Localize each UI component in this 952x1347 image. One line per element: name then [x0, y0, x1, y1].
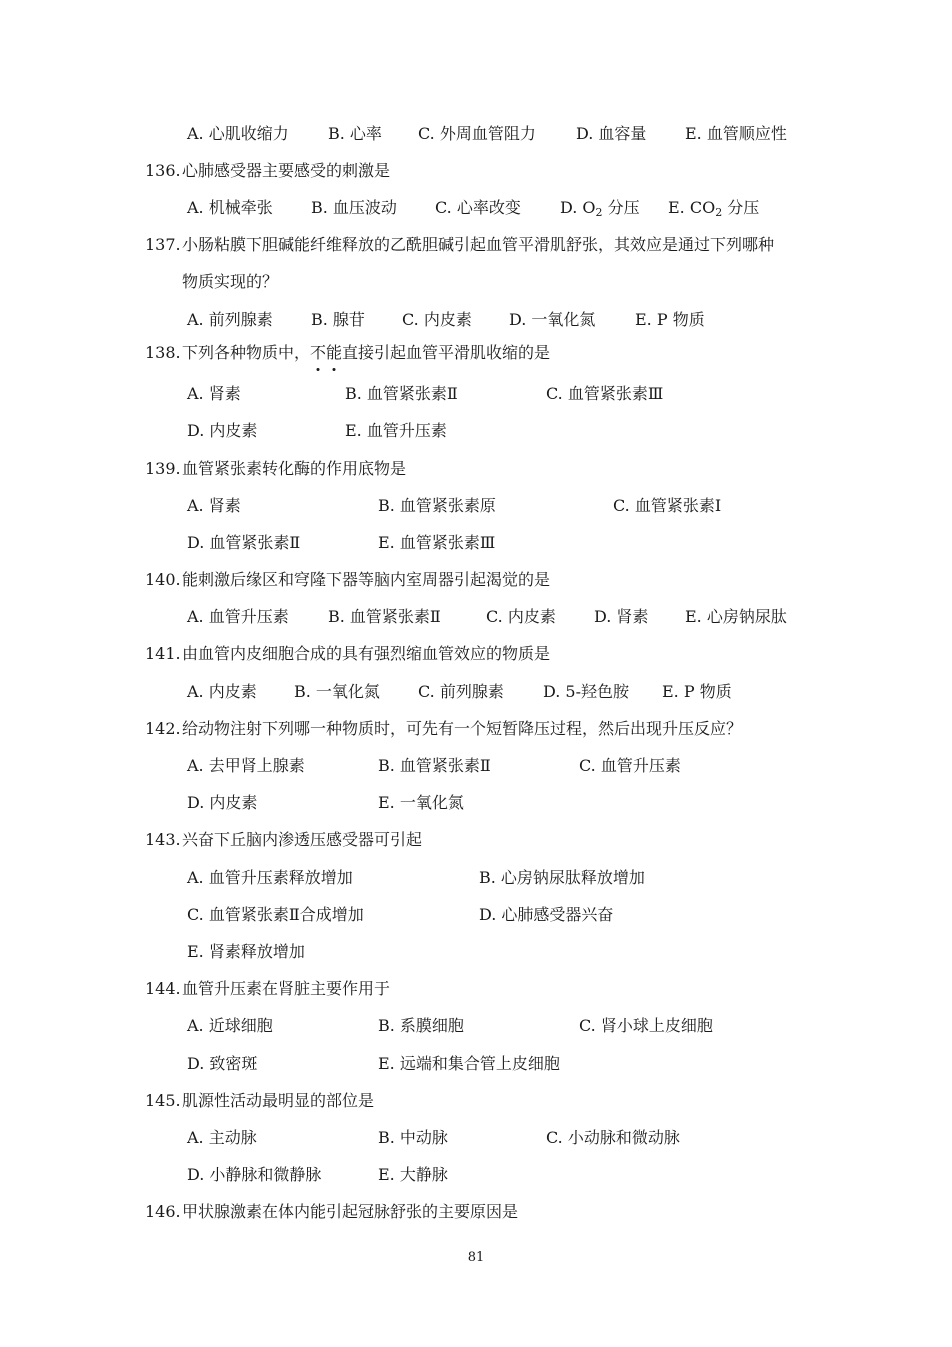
option-text: 分压: [722, 198, 760, 217]
question-number: 138.: [145, 343, 181, 362]
question-number: 142.: [145, 719, 181, 738]
question-144: [145, 977, 390, 1001]
question-text: 甲状腺激素在体内能引起冠脉舒张的主要原因是: [182, 1202, 519, 1221]
question-145: [145, 1089, 374, 1113]
option: E. P 物质: [635, 310, 705, 329]
page-number: 81: [467, 1250, 485, 1265]
option: C. 心率改变: [435, 198, 521, 217]
option: D. 内皮素: [187, 421, 258, 440]
subscript: 2: [595, 206, 603, 219]
option: C. 血管紧张素Ⅲ: [546, 384, 664, 403]
option: A. 近球细胞: [187, 1016, 273, 1035]
question-text: 能刺激后缘区和穹隆下器等脑内室周器引起渴觉的是: [182, 570, 551, 589]
option: A. 肾素: [187, 496, 241, 515]
option: D. 小静脉和微静脉: [187, 1165, 322, 1184]
option: B. 腺苷: [311, 310, 365, 329]
question-number: 140.: [145, 570, 181, 589]
option: D. 血管紧张素Ⅱ: [187, 533, 301, 552]
option-text: D. O: [560, 198, 596, 217]
question-number: 137.: [145, 235, 181, 254]
option: D. 肾素: [594, 607, 649, 626]
option: E. 血管紧张素Ⅲ: [378, 533, 496, 552]
option: B. 中动脉: [378, 1128, 448, 1147]
option: B. 心率: [328, 124, 382, 143]
question-text: 由血管内皮细胞合成的具有强烈缩血管效应的物质是: [182, 644, 551, 663]
question-146: [145, 1200, 518, 1224]
option: E. 肾素释放增加: [187, 942, 305, 961]
option: A. 主动脉: [187, 1128, 257, 1147]
option: E. 血管升压素: [345, 421, 447, 440]
question-143: [145, 828, 422, 852]
option: C. 血管紧张素Ⅰ: [613, 496, 722, 515]
option: A. 血管升压素释放增加: [187, 868, 353, 887]
option: A. 去甲肾上腺素: [187, 756, 305, 775]
question-number: 143.: [145, 830, 181, 849]
question-number: 139.: [145, 459, 181, 478]
option: B. 血管紧张素原: [378, 496, 496, 515]
question-text: 血管升压素在肾脏主要作用于: [182, 979, 391, 998]
option: B. 血管紧张素Ⅱ: [345, 384, 458, 403]
question-text: 兴奋下丘脑内渗透压感受器可引起: [182, 830, 423, 849]
question-137: [145, 233, 774, 257]
subscript: 2: [715, 206, 723, 219]
option: A. 前列腺素: [187, 310, 273, 329]
option: C. 血管升压素: [579, 756, 681, 775]
option: C. 内皮素: [486, 607, 556, 626]
option: C. 小动脉和微动脉: [546, 1128, 680, 1147]
question-141: [145, 642, 550, 666]
option-d: [560, 196, 640, 220]
question-139: [145, 457, 406, 481]
option: B. 血管紧张素Ⅱ: [328, 607, 441, 626]
option: E. 血管顺应性: [685, 124, 787, 143]
option: D. 内皮素: [187, 793, 258, 812]
option: B. 心房钠尿肽释放增加: [479, 868, 645, 887]
question-number: 141.: [145, 644, 181, 663]
option: D. 一氧化氮: [509, 310, 596, 329]
option: E. 心房钠尿肽: [685, 607, 787, 626]
question-number: 146.: [145, 1202, 181, 1221]
question-text: 小肠粘膜下胆碱能纤维释放的乙酰胆碱引起血管平滑肌舒张，其效应是通过下列哪种: [182, 235, 775, 254]
question-number: 136.: [145, 161, 181, 180]
option: E. 远端和集合管上皮细胞: [378, 1054, 560, 1073]
option: D. 致密斑: [187, 1054, 258, 1073]
question-text: 肌源性活动最明显的部位是: [182, 1091, 375, 1110]
question-text: 心肺感受器主要感受的刺激是: [182, 161, 391, 180]
option: A. 内皮素: [187, 682, 257, 701]
emphasis-text: 不: [310, 341, 326, 365]
option: C. 前列腺素: [418, 682, 504, 701]
question-number: 145.: [145, 1091, 181, 1110]
emphasis-text: 能: [326, 341, 342, 365]
question-text: 血管紧张素转化酶的作用底物是: [182, 459, 407, 478]
question-137-cont: [182, 270, 278, 294]
option: B. 一氧化氮: [294, 682, 380, 701]
option-text: 分压: [602, 198, 640, 217]
option: D. 心肺感受器兴奋: [479, 905, 614, 924]
option: B. 血管紧张素Ⅱ: [378, 756, 491, 775]
option: A. 肾素: [187, 384, 241, 403]
option: A. 机械牵张: [187, 198, 273, 217]
option: D. 5-羟色胺: [543, 682, 630, 701]
question-136: [145, 159, 390, 183]
question-number: 144.: [145, 979, 181, 998]
question-text: 下列各种物质中，: [182, 343, 311, 362]
question-140: [145, 568, 550, 592]
option: D. 血容量: [576, 124, 647, 143]
option-text: E. CO: [668, 198, 716, 217]
option: A. 心肌收缩力: [187, 124, 289, 143]
option: E. 大静脉: [378, 1165, 448, 1184]
option: C. 外周血管阻力: [418, 124, 536, 143]
question-142: [145, 717, 742, 741]
option: C. 肾小球上皮细胞: [579, 1016, 713, 1035]
option: B. 系膜细胞: [378, 1016, 464, 1035]
question-text: 给动物注射下列哪一种物质时，可先有一个短暂降压过程，然后出现升压反应？: [182, 719, 743, 738]
option: E. P 物质: [662, 682, 732, 701]
question-138: [145, 341, 550, 365]
option: C. 内皮素: [402, 310, 472, 329]
option-e: [668, 196, 759, 220]
option: E. 一氧化氮: [378, 793, 464, 812]
option: B. 血压波动: [311, 198, 397, 217]
option: C. 血管紧张素Ⅱ合成增加: [187, 905, 364, 924]
question-text: 物质实现的？: [182, 272, 279, 291]
option: A. 血管升压素: [187, 607, 289, 626]
question-text: 直接引起血管平滑肌收缩的是: [342, 343, 551, 362]
